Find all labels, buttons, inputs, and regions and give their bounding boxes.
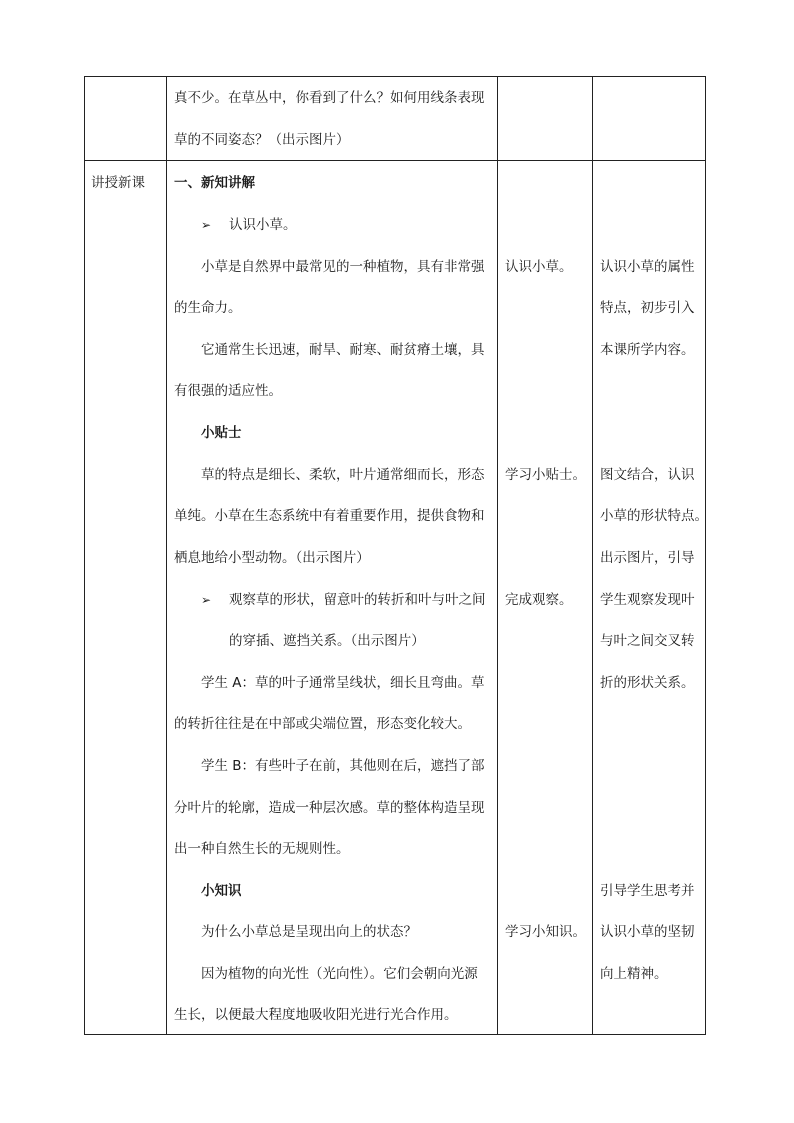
tip-line: 栖息地给小型动物。（出示图片） — [174, 550, 370, 566]
design-intent-line: 本课所学内容。 — [600, 342, 695, 358]
design-intent-line: 向上精神。 — [600, 966, 668, 982]
student-b-line: 出一种自然生长的无规则性。 — [174, 841, 350, 857]
knowledge-answer-line: 因为植物的向光性（光向性）。它们会朝向光源 — [201, 966, 478, 982]
student-b-line: 学生 B：有些叶子在前，其他则在后，遮挡了部 — [201, 758, 485, 774]
content-line: 草的不同姿态？（出示图片） — [174, 132, 350, 148]
design-intent-line: 认识小草的坚韧 — [600, 924, 695, 940]
tip-heading: 小贴士 — [201, 425, 242, 441]
student-activity: 完成观察。 — [505, 592, 573, 608]
design-intent-line: 小草的形状特点。 — [600, 508, 708, 524]
paragraph-line: 的生命力。 — [174, 300, 242, 316]
column-divider-2 — [497, 76, 498, 1035]
bullet-arrow-icon: ➢ — [201, 218, 212, 232]
student-activity: 学习小知识。 — [505, 924, 586, 940]
tip-line: 单纯。小草在生态系统中有着重要作用，提供食物和 — [174, 508, 485, 524]
design-intent-line: 特点，初步引入 — [600, 300, 695, 316]
table-right-border — [705, 76, 706, 1035]
design-intent-line: 出示图片，引导 — [600, 550, 695, 566]
section-heading: 一、新知讲解 — [174, 175, 255, 191]
row-divider — [84, 160, 706, 161]
knowledge-heading: 小知识 — [201, 883, 242, 899]
knowledge-question: 为什么小草总是呈现出向上的状态？ — [201, 924, 417, 940]
tip-line: 草的特点是细长、柔软，叶片通常细而长，形态 — [201, 467, 485, 483]
design-intent-line: 图文结合，认识 — [600, 467, 695, 483]
student-a-line: 学生 A：草的叶子通常呈线状，细长且弯曲。草 — [201, 675, 485, 691]
bullet-text: 认识小草。 — [229, 217, 297, 233]
paragraph-line: 它通常生长迅速，耐旱、耐寒、耐贫瘠土壤，具 — [201, 342, 485, 358]
bullet-arrow-icon: ➢ — [201, 593, 212, 607]
design-intent-line: 与叶之间交叉转 — [600, 633, 695, 649]
column-divider-1 — [166, 76, 167, 1035]
student-a-line: 的转折往往是在中部或尖端位置，形态变化较大。 — [174, 716, 471, 732]
design-intent-line: 折的形状关系。 — [600, 675, 695, 691]
student-b-line: 分叶片的轮廓，造成一种层次感。草的整体构造呈现 — [174, 800, 485, 816]
table-bottom-border — [84, 1034, 706, 1035]
knowledge-answer-line: 生长，以便最大程度地吸收阳光进行光合作用。 — [174, 1007, 458, 1023]
table-top-border — [84, 76, 706, 77]
paragraph-line: 小草是自然界中最常见的一种植物，具有非常强 — [201, 259, 485, 275]
student-activity: 认识小草。 — [505, 259, 573, 275]
student-activity: 学习小贴士。 — [505, 467, 586, 483]
table-left-border — [84, 76, 85, 1035]
design-intent-line: 学生观察发现叶 — [600, 592, 695, 608]
content-line: 真不少。在草丛中，你看到了什么？如何用线条表现 — [174, 90, 485, 106]
paragraph-line: 有很强的适应性。 — [174, 383, 282, 399]
bullet-text: 观察草的形状，留意叶的转折和叶与叶之间 — [229, 592, 486, 608]
stage-label: 讲授新课 — [91, 175, 145, 191]
design-intent-line: 认识小草的属性 — [600, 259, 695, 275]
bullet-text: 的穿插、遮挡关系。（出示图片） — [229, 633, 425, 649]
column-divider-3 — [592, 76, 593, 1035]
design-intent-line: 引导学生思考并 — [600, 883, 695, 899]
